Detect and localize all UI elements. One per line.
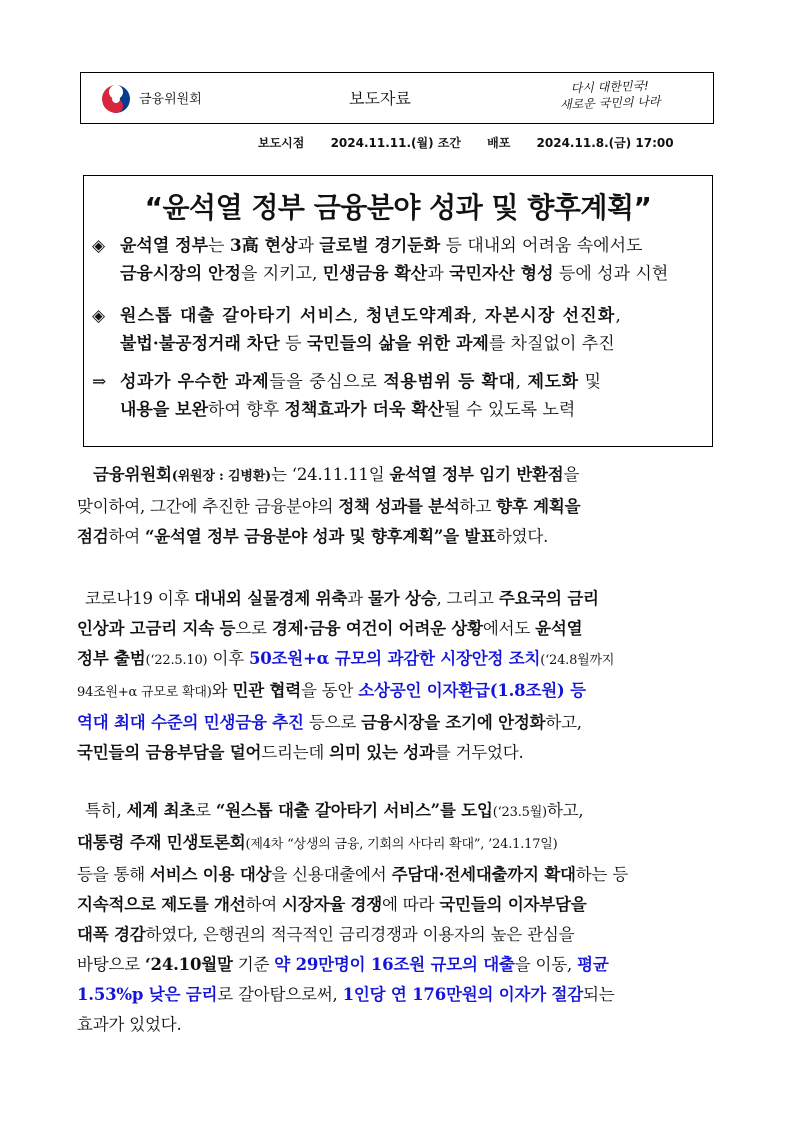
- emph: 글로벌 경기둔화: [319, 236, 441, 256]
- text: 하고: [459, 497, 497, 516]
- text: 이후: [207, 649, 249, 668]
- text: 하였다.: [495, 527, 549, 546]
- emph: 의미 있는 성과: [329, 743, 435, 762]
- text: 는: [208, 236, 230, 256]
- text: 드리는데: [261, 743, 330, 762]
- text: 맞이하여, 그간에 추진한 금융분야의: [77, 497, 339, 516]
- emph: 민생금융 확산: [322, 264, 428, 284]
- text: 는 ‘24.11.11일: [271, 465, 390, 484]
- text: 효과가 있었다.: [77, 1015, 182, 1034]
- organization-name: 금융위원회: [139, 92, 202, 107]
- text: ,: [515, 372, 528, 392]
- paragraph-intro: [77, 460, 713, 552]
- text: 하여 향후: [208, 400, 285, 420]
- text: 하는 등: [575, 865, 629, 884]
- release-info: [258, 134, 674, 151]
- text: 등에 성과 시현: [553, 264, 669, 284]
- text: 과: [297, 236, 320, 256]
- emph: 청년도약계좌: [366, 306, 472, 326]
- emph: 서비스 이용 대상: [150, 865, 272, 884]
- text: ,: [615, 306, 623, 326]
- emph: 적용범위 등 확대: [383, 372, 516, 392]
- text: 를 차질없이 추진: [488, 334, 615, 354]
- text: 하고,: [546, 801, 584, 820]
- emph: 시장자율 경쟁: [282, 895, 382, 914]
- highlight: 약 29만명이 16조원 규모의 대출: [274, 955, 515, 974]
- distribution-value: 2024.11.8.(금) 17:00: [536, 136, 674, 150]
- emph: ‘24.10월말: [145, 955, 233, 974]
- bullet-text: [120, 232, 704, 288]
- highlight: 50조원+α 규모의 과감한 시장안정 조치: [249, 649, 541, 668]
- embargo-value: 2024.11.11.(월) 조간: [330, 136, 461, 150]
- emph: 제도화: [527, 372, 579, 392]
- slogan-line-1: 다시 대한민국!: [570, 78, 650, 96]
- text: 을 지키고,: [240, 264, 323, 284]
- embargo-label: 보도시점: [258, 136, 305, 150]
- right-arrow-icon: ⇒: [92, 372, 107, 392]
- highlight: 1인당 연 176만원의 이자가 절감: [342, 985, 583, 1004]
- text: ,: [352, 306, 367, 326]
- emph: 금융시장의 안정: [120, 264, 241, 284]
- summary-conclusion: [92, 368, 704, 424]
- text: 등: [279, 334, 307, 354]
- emph: 윤석열: [535, 619, 583, 638]
- text: 와: [211, 681, 233, 700]
- text: 과: [427, 264, 450, 284]
- text: 로 갈아탐으로써,: [217, 985, 343, 1004]
- emph: 국민들의 삶을 위한 과제: [306, 334, 489, 354]
- emph: 대폭 경감: [77, 925, 146, 944]
- text: 등을 통해: [77, 865, 151, 884]
- text: 과: [347, 589, 368, 608]
- diamond-bullet-icon: ◈: [92, 236, 106, 256]
- emph: 국민들의 금융부담을 덜어: [77, 743, 262, 762]
- summary-bullet-1: [92, 232, 704, 288]
- emph: 대통령 주재 민생토론회: [77, 833, 246, 852]
- summary-box: [83, 175, 713, 447]
- text: 을 신용대출에서: [271, 865, 392, 884]
- emph: 성과가 우수한 과제: [120, 372, 270, 392]
- emph: 원스톱 대출 갈아타기 서비스: [120, 306, 353, 326]
- highlight: 소상공인 이자환급(1.8조원) 등: [358, 681, 586, 700]
- text: 에 따라: [382, 895, 440, 914]
- text: 을: [563, 465, 580, 484]
- text: (제4차 “상생의 금융, 기회의 사다리 확대”, ’24.1.17일): [245, 837, 558, 852]
- emph: 정부 출범: [77, 649, 146, 668]
- text: 을 이동,: [514, 955, 578, 974]
- paragraph-achievements: [77, 584, 713, 768]
- emph: 대내외 실물경제 위축: [194, 589, 348, 608]
- emph: 경제·금융 여건이 어려운 상황: [271, 619, 483, 638]
- text: 로: [195, 801, 216, 820]
- emph: 금융시장을 조기에 안정화: [361, 713, 546, 732]
- text: 으로: [235, 619, 272, 638]
- emph: 민관 협력: [232, 681, 301, 700]
- emph: 국민들의 이자부담을: [439, 895, 587, 914]
- text: (‘24.8월까지: [540, 653, 615, 668]
- text: 바탕으로: [77, 955, 146, 974]
- press-header: [80, 72, 714, 124]
- text: 하고,: [545, 713, 582, 732]
- emph: “원스톱 대출 갈아타기 서비스”를 도입: [215, 801, 493, 820]
- distribution-label: 배포: [487, 136, 511, 150]
- emph: 지속적으로 제도를 개선: [77, 895, 246, 914]
- text: 에서도: [482, 619, 536, 638]
- emph: 정책효과가 더욱 확산: [284, 400, 445, 420]
- emph: 금융위원회: [93, 465, 172, 484]
- emph: 점검: [77, 527, 109, 546]
- emph: 불법·불공정거래 차단: [120, 334, 280, 354]
- text: 코로나19 이후: [85, 589, 195, 608]
- emph: 세계 최초: [126, 801, 196, 820]
- text: 등으로: [303, 713, 362, 732]
- bullet-text: [120, 302, 704, 358]
- text: 을 동안: [300, 681, 359, 700]
- emph: 정책 성과를 분석: [338, 497, 460, 516]
- diamond-bullet-icon: ◈: [92, 306, 106, 326]
- slogan-line-2: 새로운 국민의 나라: [559, 94, 661, 112]
- emph: 향후 계획을: [496, 497, 581, 516]
- summary-bullet-2: [92, 302, 704, 358]
- slogan: [534, 76, 685, 113]
- text: 94조원+α 규모로 확대): [77, 685, 212, 700]
- text: (‘23.5월): [492, 805, 547, 820]
- text: , 그리고: [436, 589, 499, 608]
- emph: (위원장 : 김병환): [171, 469, 272, 484]
- document-type: 보도자료: [349, 89, 411, 108]
- emph: 물가 상승: [367, 589, 437, 608]
- emph: 내용을 보완: [120, 400, 209, 420]
- emph: 윤석열 정부 임기 반환점: [389, 465, 564, 484]
- text: ,: [471, 306, 485, 326]
- emph: 주담대·전세대출까지 확대: [391, 865, 576, 884]
- text: 를 거두었다.: [434, 743, 524, 762]
- highlight: 1.53%p 낮은 금리: [77, 985, 218, 1004]
- text: 되는: [583, 985, 615, 1004]
- paragraph-loan-switching: [77, 796, 713, 1040]
- document-title: “윤석열 정부 금융분야 성과 및 향후계획”: [144, 191, 652, 224]
- highlight: 평균: [577, 955, 609, 974]
- government-logo-icon: [101, 84, 131, 114]
- text: 하여: [245, 895, 283, 914]
- text: 될 수 있도록 노력: [444, 400, 576, 420]
- emph: 윤석열 정부: [120, 236, 209, 256]
- emph: 국민자산 형성: [449, 264, 554, 284]
- text: 및: [578, 372, 602, 392]
- text: 기준: [232, 955, 275, 974]
- text: (‘22.5.10): [145, 653, 208, 668]
- highlight: 역대 최대 수준의 민생금융 추진: [77, 713, 304, 732]
- text: 하여: [108, 527, 146, 546]
- bullet-text: [120, 368, 704, 424]
- text: 특히,: [85, 801, 127, 820]
- text: 들을 중심으로: [269, 372, 384, 392]
- emph: “윤석열 정부 금융분야 성과 및 향후계획”을 발표: [145, 527, 496, 546]
- emph: 인상과 고금리 지속 등: [77, 619, 236, 638]
- text: 등 대내외 어려움 속에서도: [440, 236, 643, 256]
- emph: 자본시장 선진화: [485, 306, 616, 326]
- emph: 3高 현상: [229, 236, 298, 256]
- text: 하였다, 은행권의 적극적인 금리경쟁과 이용자의 높은 관심을: [145, 925, 575, 944]
- emph: 주요국의 금리: [498, 589, 599, 608]
